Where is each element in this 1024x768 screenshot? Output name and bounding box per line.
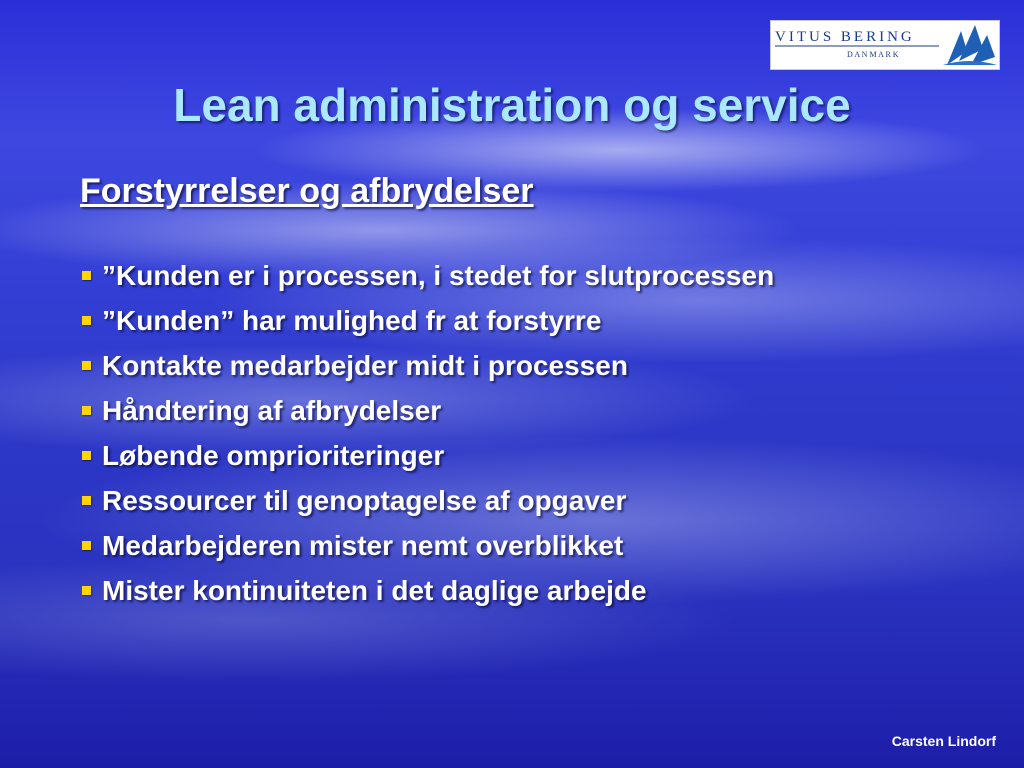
bullet-item (80, 478, 774, 523)
logo-name: VITUS BERING (775, 29, 915, 45)
logo-sub: D A N M A R K (847, 50, 899, 59)
square-bullet-icon (82, 271, 91, 280)
bullet-text: Mister kontinuiteten i det daglige arbejde (102, 574, 647, 606)
square-bullet-icon (82, 451, 91, 460)
bullet-text: Løbende omprioriteringer (102, 439, 445, 471)
vitus-bering-logo (770, 20, 1000, 70)
footer-author: Carsten Lindorf (891, 733, 996, 749)
bullet-item (80, 388, 774, 433)
bullet-item (80, 523, 774, 568)
bullet-text: Håndtering af afbrydelser (102, 394, 442, 426)
bullet-text: Medarbejderen mister nemt overblikket (102, 529, 624, 561)
bullet-item (80, 253, 774, 298)
bullet-item (80, 298, 774, 343)
square-bullet-icon (82, 406, 91, 415)
bullet-text: ”Kunden” har mulighed fr at forstyrre (102, 304, 602, 336)
square-bullet-icon (82, 496, 91, 505)
bullet-text: ”Kunden er i processen, i stedet for slutprocessen (102, 259, 775, 291)
slide-subtitle: Forstyrrelser og afbrydelser (80, 172, 534, 210)
square-bullet-icon (82, 541, 91, 550)
bullet-list (80, 253, 774, 613)
slide-title: Lean administration og service (173, 79, 851, 131)
sail-ships-icon (943, 25, 997, 65)
square-bullet-icon (82, 586, 91, 595)
bullet-item (80, 343, 774, 388)
bullet-item (80, 568, 774, 613)
bullet-text: Kontakte medarbejder midt i processen (102, 349, 628, 381)
bullet-text: Ressourcer til genoptagelse af opgaver (102, 484, 627, 516)
square-bullet-icon (82, 316, 91, 325)
square-bullet-icon (82, 361, 91, 370)
bullet-item (80, 433, 774, 478)
